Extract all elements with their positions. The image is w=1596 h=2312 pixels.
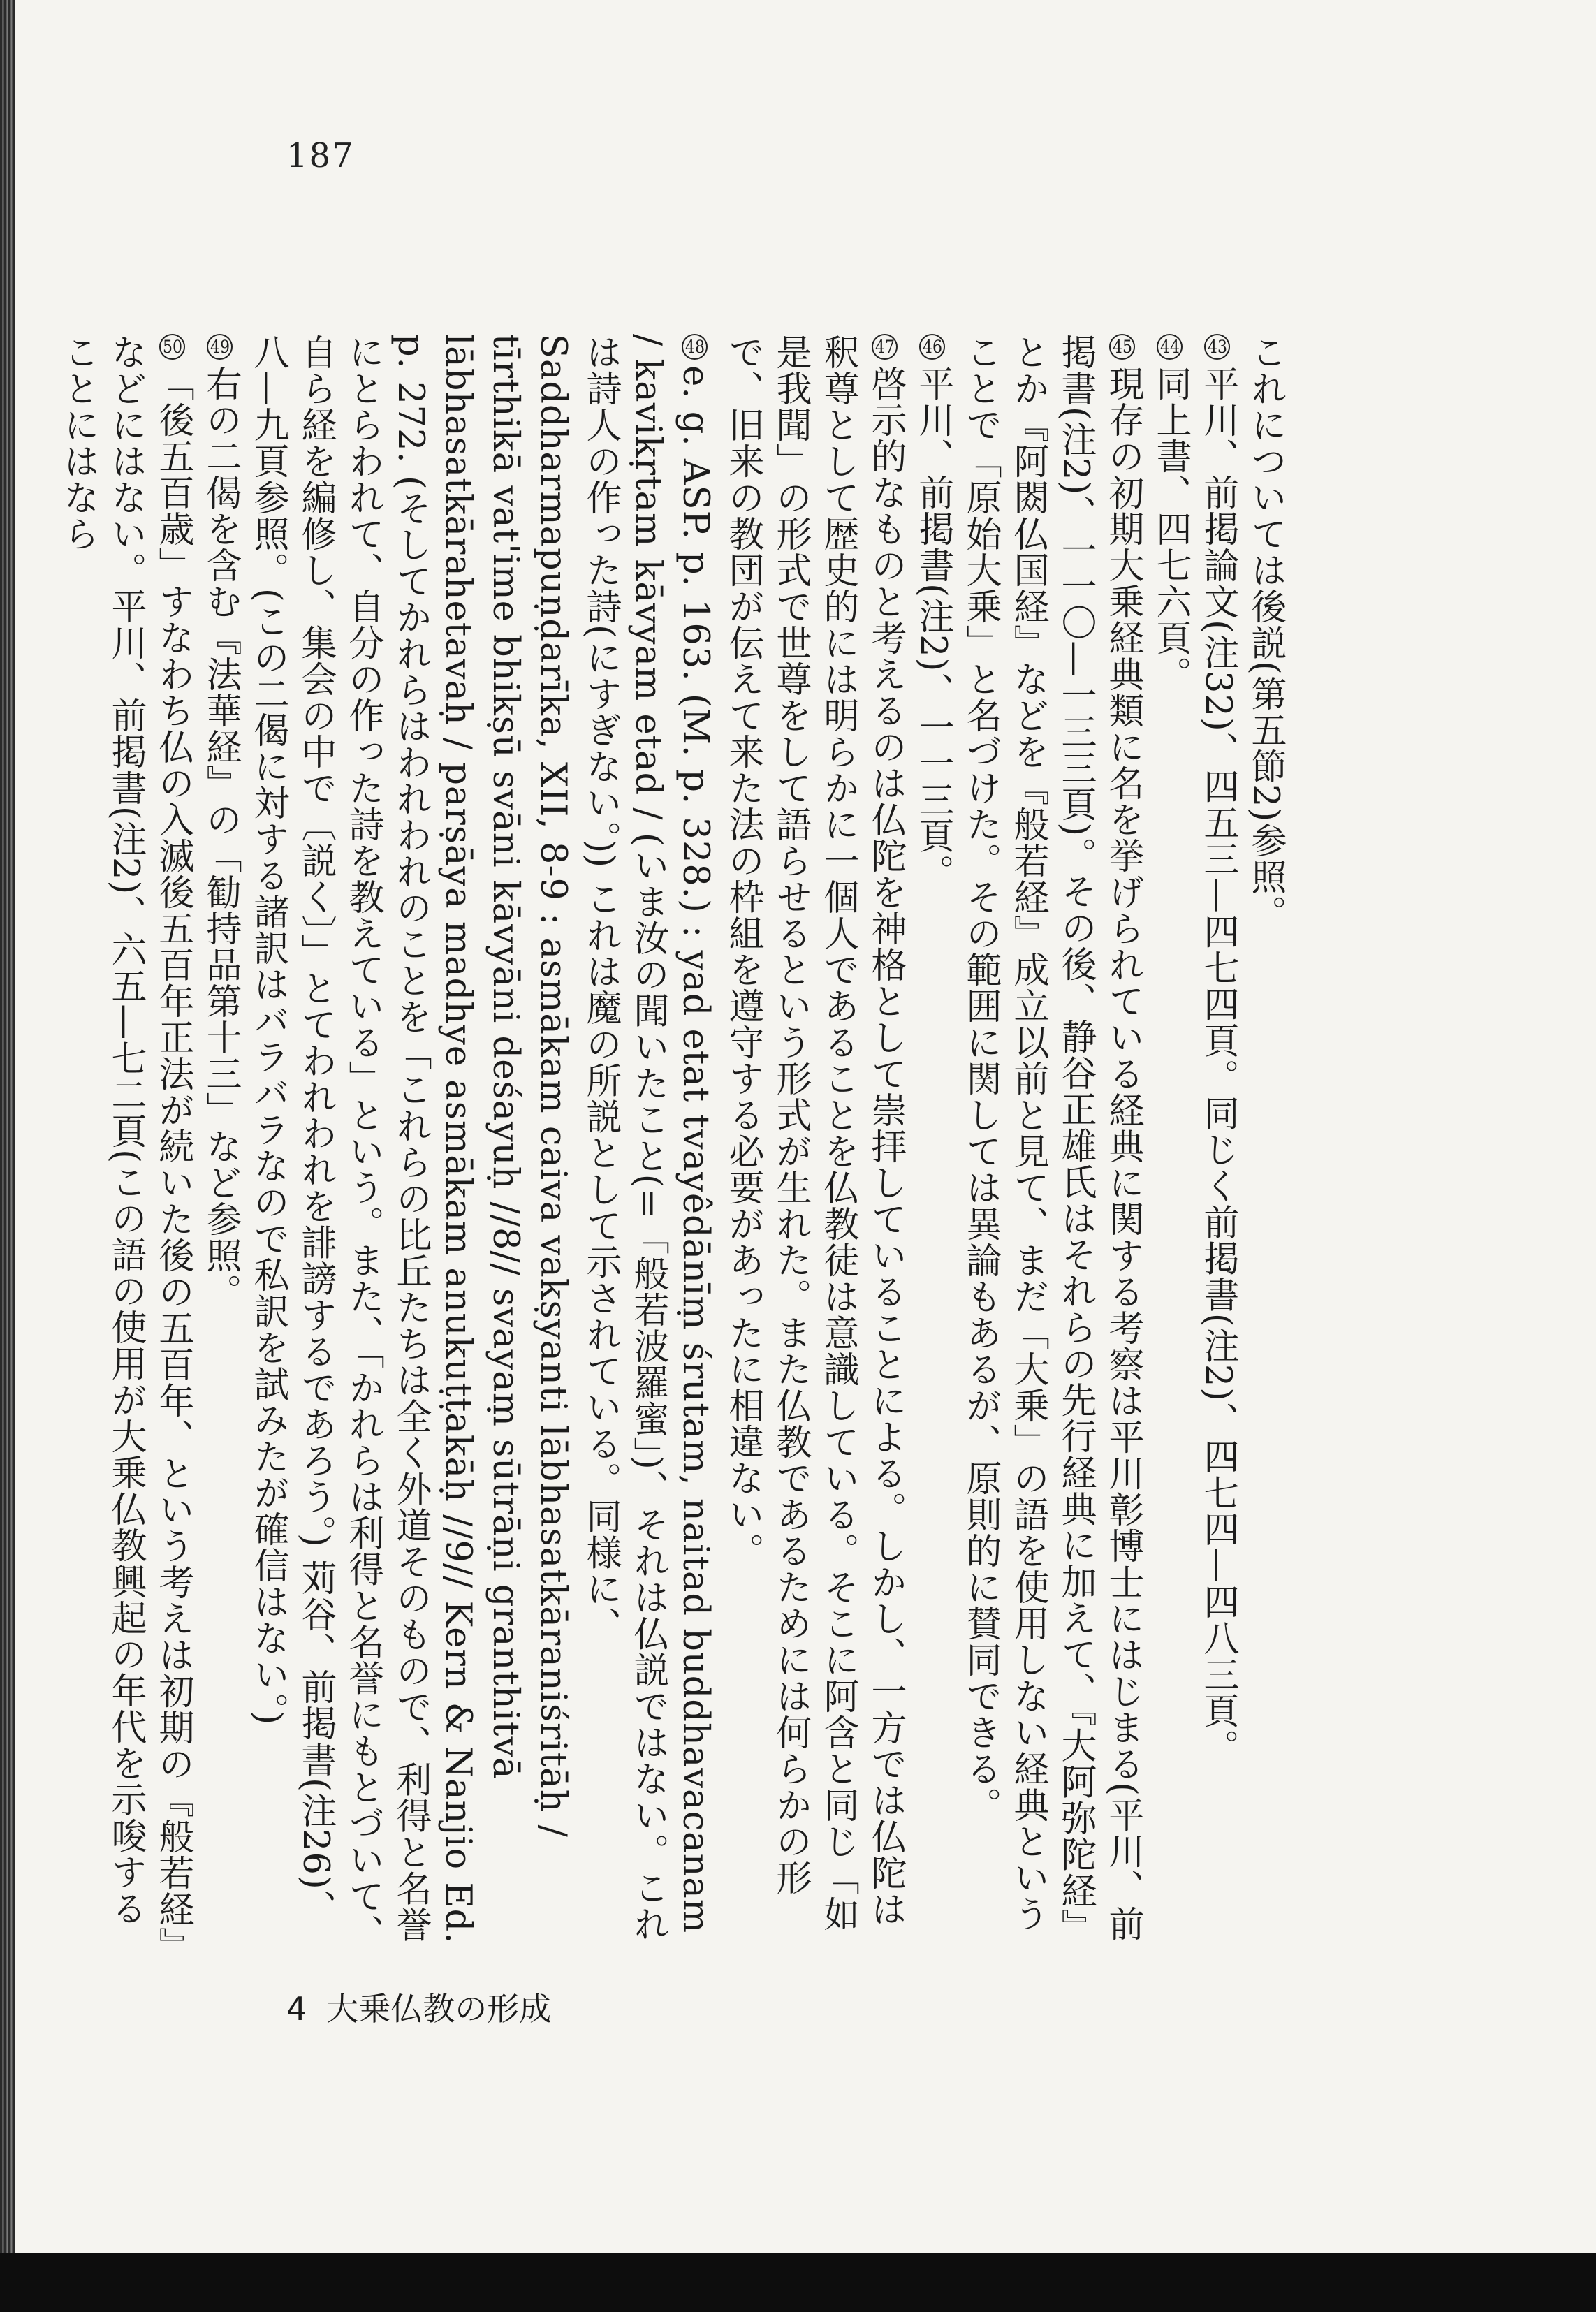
note-marker: 45: [1109, 334, 1135, 360]
note-47: [719, 334, 909, 1954]
running-footer: [286, 1984, 551, 2030]
note-marker: 48: [682, 334, 708, 360]
note-marker: 47: [872, 334, 898, 360]
note-marker: 49: [207, 334, 233, 360]
note-50: [54, 334, 196, 1954]
note-49: [196, 334, 244, 1954]
book-binding-edge: [0, 0, 15, 2312]
page-number: 187: [286, 136, 355, 175]
note-marker: 43: [1204, 334, 1230, 360]
note-text: 「後五百歳」すなわち仏の入滅後五百年正法が続いた後の五百年、という考えは初期の『般若経』などにはない。平川、前掲書(注2)、六五—七二頁(この語の使用が大乗仏教興起の年代を示唆することにはなら: [57, 334, 193, 1946]
note-44: [1146, 334, 1194, 1954]
note-48: [244, 334, 719, 1954]
note-text: 右の二偈を含む『法華経』の「勧持品第十三」など参照。: [200, 365, 241, 1310]
note-text: 平川、前掲書(注2)、一一三頁。: [912, 365, 953, 891]
note-text: 現存の初期大乗経典類に名を挙げられている経典に関する考察は平川彰博士にはじまる(平川、前掲書(注2)、一一〇—一三三頁)。その後、静谷正雄氏はそれらの先行経典に加えて、『大阿弥陀経』とか『阿閦仏国経』などを『般若経』成立以前と見て、まだ「大乗」の語を使用しない経典ということで「原始大乗」と名づけた。その範囲に関しては異論もあるが、原則的に賛同できる。: [960, 334, 1143, 1945]
note-marker: 50: [159, 334, 185, 360]
scan-shadow-band: [0, 2253, 1596, 2312]
note-marker: 46: [919, 334, 945, 360]
note-text: 同上書、四七六頁。: [1150, 365, 1191, 693]
note-45: [956, 334, 1146, 1954]
note-text: e. g. ASP. p. 163. (M. p. 328.) : yad etat tvayêdānīṃ śrutam, naitad buddhavacanam / kavikṛtam kāvyam etad / (いま汝の聞いたこと(=「般若波羅蜜」)、それは仏説ではない。これは詩人の作った詩(にすぎない。)) これは魔の所説として示されている。同様に、Saddharmapuṇḍarīka, XII, 8-9 : asmākam caiva vakṣyanti lābhasatkāraniśritāḥ / tīrthikā vat'ime bhikṣū svāni kāvyāni deśayuḥ //8// svayaṃ sūtrāṇi granthitvā lābhasatkārahetavaḥ / parṣāya madhye asmākam anukuṭṭakāḥ //9// Kern & Nanjio Ed. p. 272. (そしてかれらはわれわれのことを「これらの比丘たちは全く外道そのもので、利得と名誉にとらわれて、自分の作った詩を教えている」という。また、「かれらは利得と名誉にもとづいて、自ら経を編修し、集会の中で〔説く〕」とてわれわれを誹謗するであろう。) 苅谷、前掲書(注26)、八—九頁参照。(この二偈に対する諸訳はバラバラなので私訳を試みたが確信はない。): [247, 334, 716, 1951]
note-text: これについては後説(第五節2)参照。: [1245, 334, 1286, 932]
note-43: [1194, 334, 1241, 1954]
note-text: 啓示的なものと考えるのは仏陀を神格として崇拝していることによる。しかし、一方では仏陀は釈尊として歴史的には明らかに一個人であることを仏教徒は意識している。そこに阿含と同じ「如是我聞」の形式で世尊をして語らせるという形式が生れた。また仏教であるためには何らかの形で、旧来の教団が伝えて来た法の枠組を遵守する必要があったに相違ない。: [722, 334, 906, 1932]
chapter-title: 大乗仏教の形成: [326, 1990, 552, 2028]
note-text: 平川、前掲論文(注32)、四五三—四七四頁。同じく前掲書(注2)、四七四—四八三頁。: [1197, 365, 1238, 1766]
note-marker: 44: [1157, 334, 1183, 360]
chapter-number: 4: [286, 1990, 307, 2028]
note-46: [909, 334, 956, 1954]
endnotes-vertical-text: [54, 334, 1289, 1954]
note-continuation: [1241, 334, 1289, 1954]
